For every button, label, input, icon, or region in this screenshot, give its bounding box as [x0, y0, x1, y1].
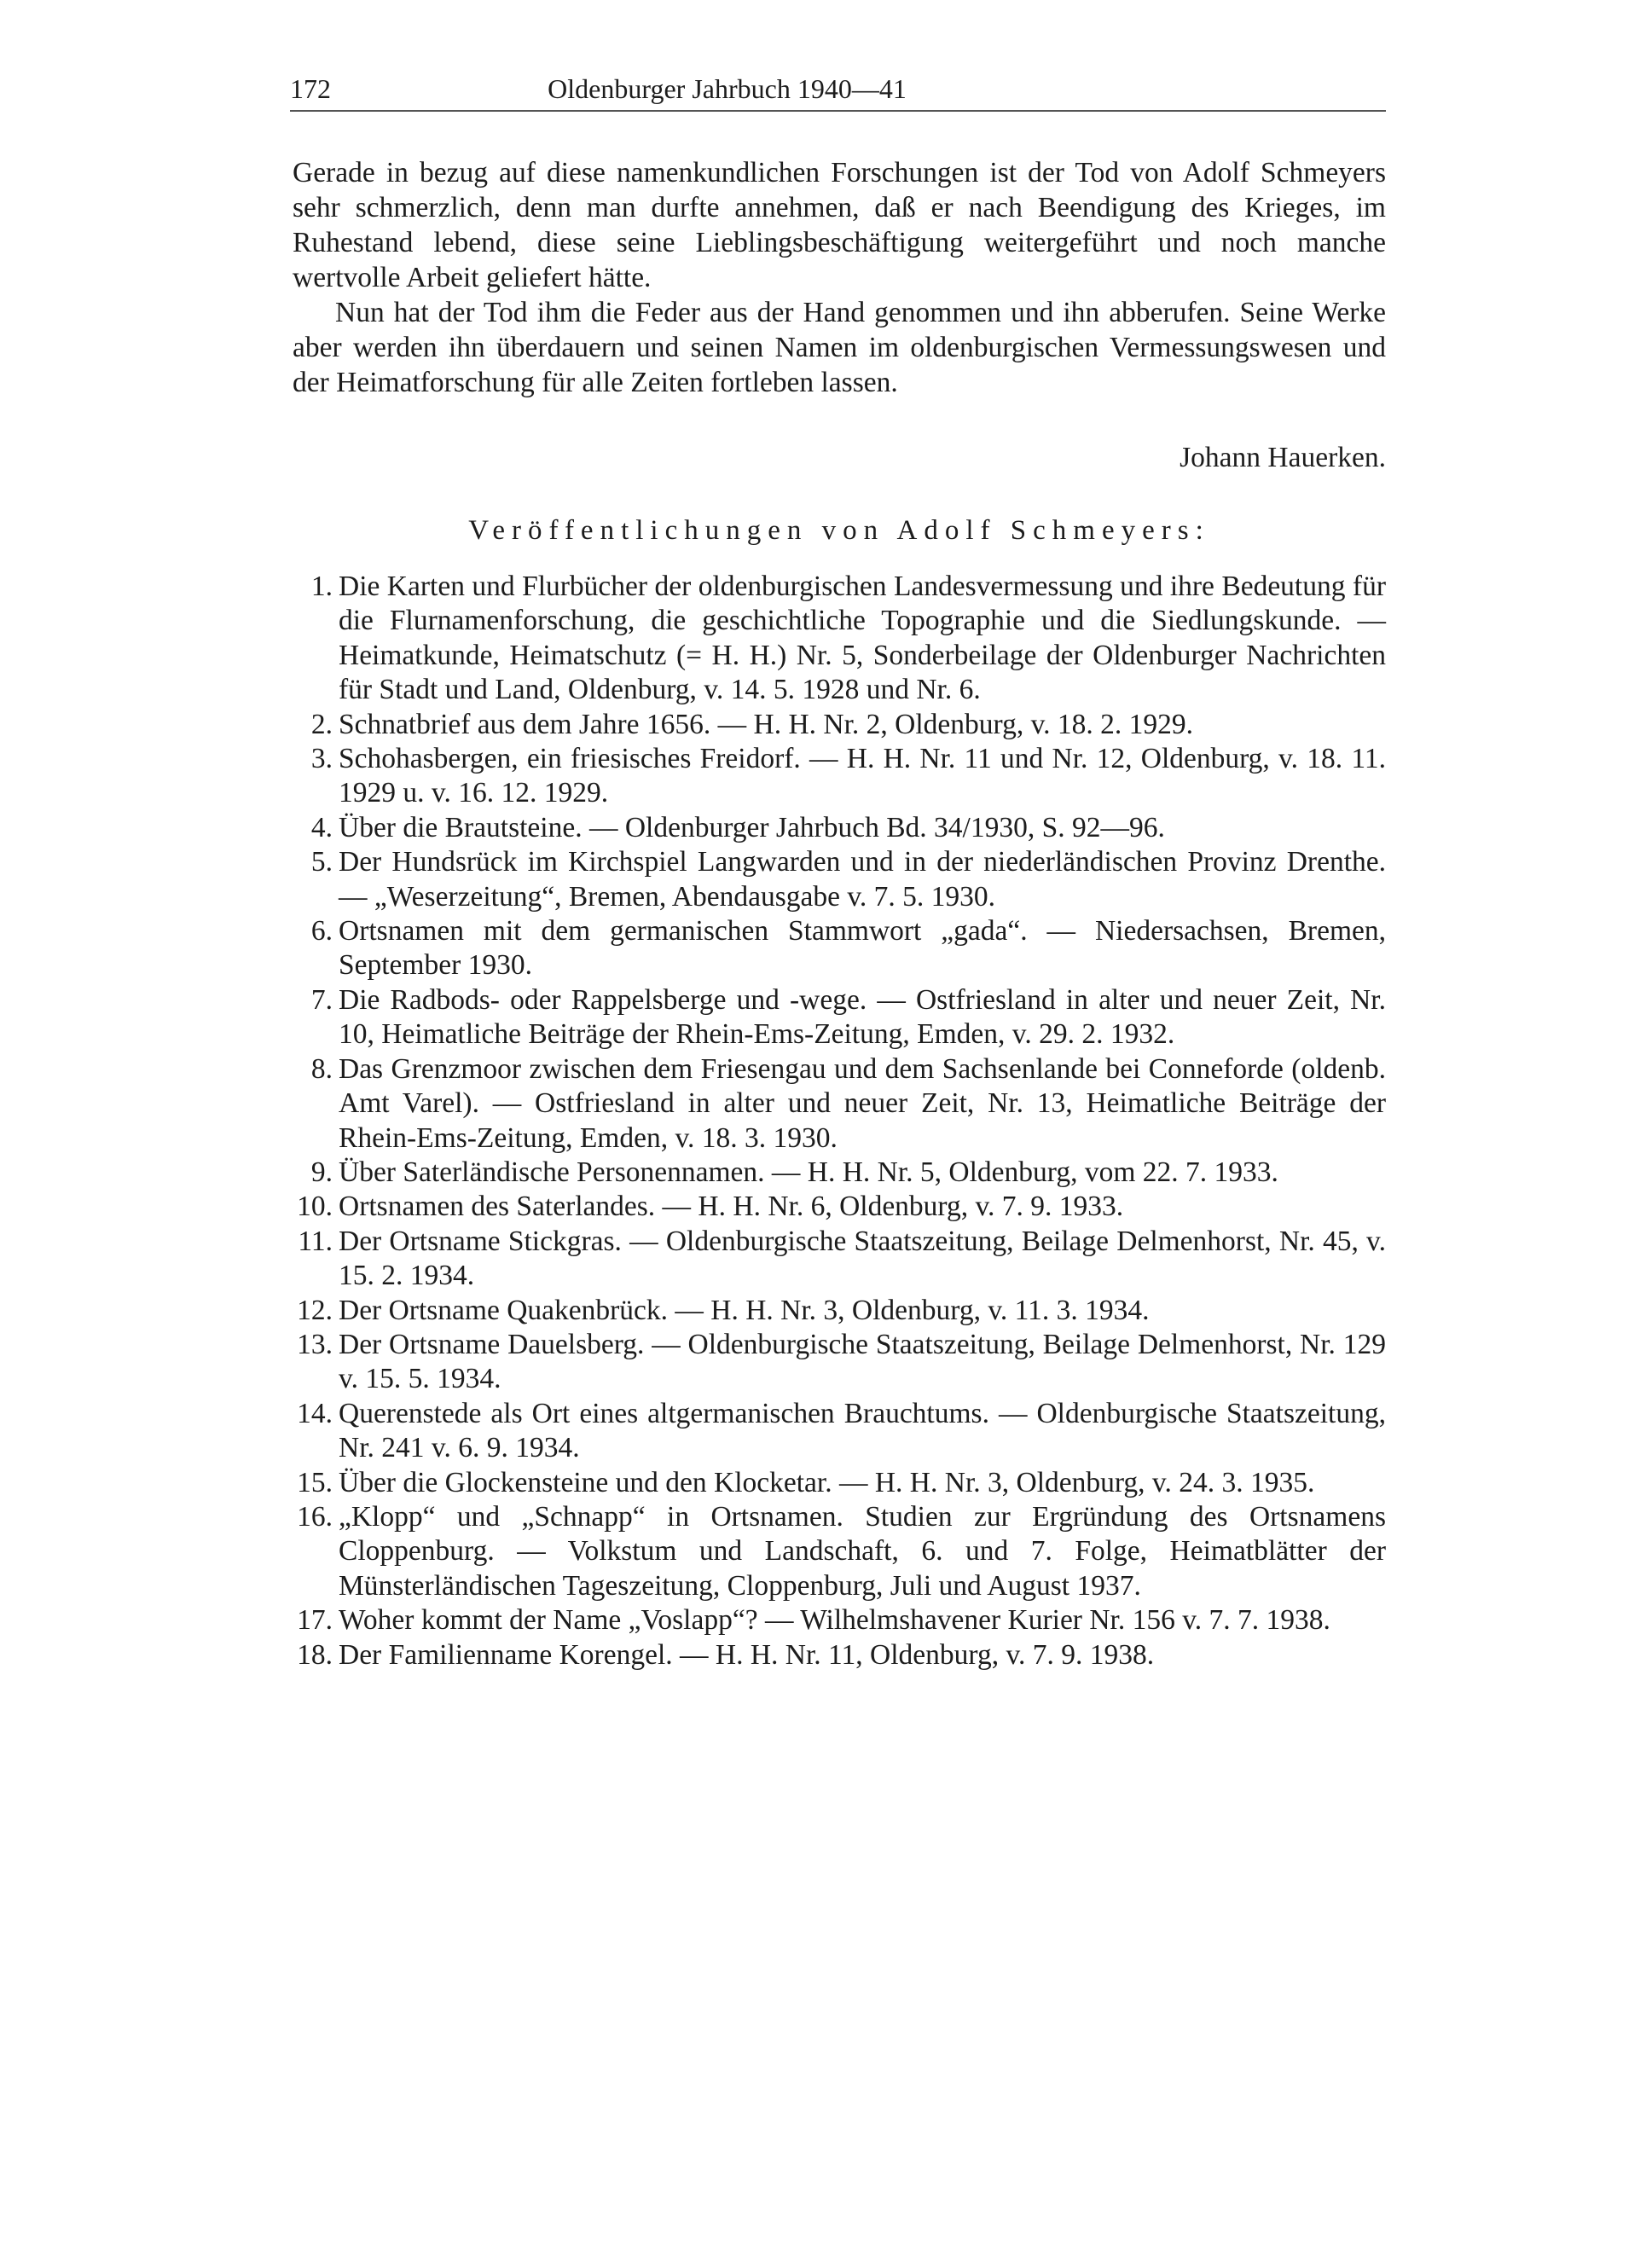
item-text: Das Grenzmoor zwischen dem Friesengau und dem Sachsenlande bei Conneforde (oldenb. Amt Varel). — Ostfriesland in alter und neuer Zeit, Nr. 13, Heimatliche Beiträge der Rhein-Ems-Zeitung, Emden, v. 18. 3. 1930. — [339, 1052, 1386, 1154]
item-text: Über die Brautsteine. — Oldenburger Jahrbuch Bd. 34/1930, S. 92—96. — [339, 811, 1165, 843]
item-number: 13. — [297, 1328, 333, 1360]
paragraph: Nun hat der Tod ihm die Feder aus der Hand genommen und ihn abberufen. Seine Werke aber werden ihn überdauern und seinen Namen im oldenburgischen Vermessungswesen und der Heimatforschung für alle Zeiten fortleben lassen. — [293, 297, 1386, 398]
item-number: 4. — [310, 811, 333, 843]
item-text: Der Hundsrück im Kirchspiel Langwarden und in der niederländischen Provinz Drenthe. — „Weserzeitung“, Bremen, Abendausgabe v. 7. 5. 1930. — [339, 846, 1386, 913]
item-number: 17. — [297, 1604, 333, 1637]
header-rule — [290, 110, 1386, 112]
publication-item — [281, 1500, 1386, 1603]
publication-item — [281, 1225, 1386, 1294]
item-number: 15. — [297, 1466, 333, 1498]
item-number: 18. — [297, 1638, 333, 1671]
item-number: 16. — [297, 1500, 333, 1533]
item-text: Der Familienname Korengel. — H. H. Nr. 11, Oldenburg, v. 7. 9. 1938. — [339, 1638, 1155, 1671]
journal-title: Oldenburger Jahrbuch 1940—41 — [548, 73, 907, 104]
item-number: 1. — [310, 571, 333, 602]
item-text: Ortsnamen mit dem germanischen Stammwort „gada“. — Niedersachsen, Bremen, September 1930. — [339, 915, 1386, 982]
publication-item — [281, 1328, 1386, 1397]
item-text: Ortsnamen des Saterlandes. — H. H. Nr. 6, Oldenburg, v. 7. 9. 1933. — [339, 1191, 1124, 1223]
publication-item — [281, 1156, 1386, 1190]
publication-item — [281, 914, 1386, 983]
author-signature: Johann Hauerken. — [1180, 442, 1386, 473]
publication-item — [281, 1397, 1386, 1466]
publication-item — [281, 983, 1386, 1052]
item-number: 3. — [310, 743, 333, 775]
publication-item — [281, 811, 1386, 845]
item-text: Schnatbrief aus dem Jahre 1656. — H. H. Nr. 2, Oldenburg, v. 18. 2. 1929. — [339, 708, 1194, 740]
item-text: Über Saterländische Personennamen. — H. H. Nr. 5, Oldenburg, vom 22. 7. 1933. — [339, 1156, 1278, 1188]
publications-heading: Veröffentlichungen von Adolf Schmeyers: — [468, 515, 1210, 546]
item-number: 12. — [297, 1294, 333, 1326]
item-text: Die Radbods- oder Rappelsberge und -wege. — Ostfriesland in alter und neuer Zeit, Nr. 10, Heimatliche Beiträge der Rhein-Ems-Zeitung, Emden, v. 29. 2. 1932. — [339, 983, 1386, 1051]
item-text: Über die Glockensteine und den Klocketar. — H. H. Nr. 3, Oldenburg, v. 24. 3. 1935. — [339, 1466, 1315, 1498]
publications-list — [281, 570, 1386, 1672]
item-number: 14. — [297, 1397, 333, 1429]
item-number: 9. — [310, 1156, 333, 1188]
publication-item — [281, 1603, 1386, 1637]
running-head — [290, 67, 1386, 111]
item-text: Der Ortsname Quakenbrück. — H. H. Nr. 3, Oldenburg, v. 11. 3. 1934. — [339, 1294, 1150, 1326]
publication-item — [281, 1466, 1386, 1500]
item-text: Der Ortsname Dauelsberg. — Oldenburgische Staatszeitung, Beilage Delmenhorst, Nr. 129 v. 15. 5. 1934. — [339, 1328, 1386, 1395]
item-number: 2. — [310, 708, 333, 740]
item-text: „Klopp“ und „Schnapp“ in Ortsnamen. Studien zur Ergründung des Ortsnamens Cloppenburg. — Volkstum und Landschaft, 6. und 7. Folge, Heimatblätter der Münsterländischen Tageszeitung, Cloppenburg, Juli und August 1937. — [339, 1500, 1386, 1602]
item-number: 8. — [310, 1052, 333, 1085]
publication-item — [281, 1052, 1386, 1156]
publication-item — [281, 570, 1386, 708]
item-number: 10. — [297, 1191, 333, 1223]
item-number: 6. — [310, 915, 333, 948]
publication-item — [281, 1190, 1386, 1224]
paragraph: Gerade in bezug auf diese namenkundlichen Forschungen ist der Tod von Adolf Schmeyers sehr schmerzlich, denn man durfte annehmen, daß er nach Beendigung des Krieges, im Ruhestand lebend, diese seine Lieblingsbeschäftigung weitergeführt und noch manche wertvolle Arbeit geliefert hätte. — [293, 157, 1386, 293]
page-number: 172 — [290, 73, 331, 104]
item-number: 11. — [298, 1225, 333, 1257]
item-text: Querenstede als Ort eines altgermanischen Brauchtums. — Oldenburgische Staatszeitung, Nr. 241 v. 6. 9. 1934. — [339, 1397, 1386, 1464]
item-text: Der Ortsname Stickgras. — Oldenburgische Staatszeitung, Beilage Delmenhorst, Nr. 45, v. 15. 2. 1934. — [339, 1225, 1386, 1292]
item-text: Woher kommt der Name „Voslapp“? — Wilhelmshavener Kurier Nr. 156 v. 7. 7. 1938. — [339, 1604, 1330, 1637]
item-number: 7. — [310, 983, 333, 1016]
publication-item — [281, 742, 1386, 811]
publication-item — [281, 1638, 1386, 1672]
item-text: Die Karten und Flurbücher der oldenburgischen Landesvermessung und ihre Bedeutung für die Flurnamenforschung, die geschichtliche Topographie und die Siedlungskunde. — Heimatkunde, Heimatschutz (= H. H.) Nr. 5, Sonderbeilage der Oldenburger Nachrichten für Stadt und Land, Oldenburg, v. 14. 5. 1928 und Nr. 6. — [339, 571, 1386, 706]
publication-item — [281, 1294, 1386, 1328]
publication-item — [281, 708, 1386, 742]
item-number: 5. — [310, 846, 333, 878]
publication-item — [281, 845, 1386, 914]
item-text: Schohasbergen, ein friesisches Freidorf. — H. H. Nr. 11 und Nr. 12, Oldenburg, v. 18. 11. 1929 u. v. 16. 12. 1929. — [339, 743, 1386, 809]
obituary-text — [293, 155, 1386, 400]
